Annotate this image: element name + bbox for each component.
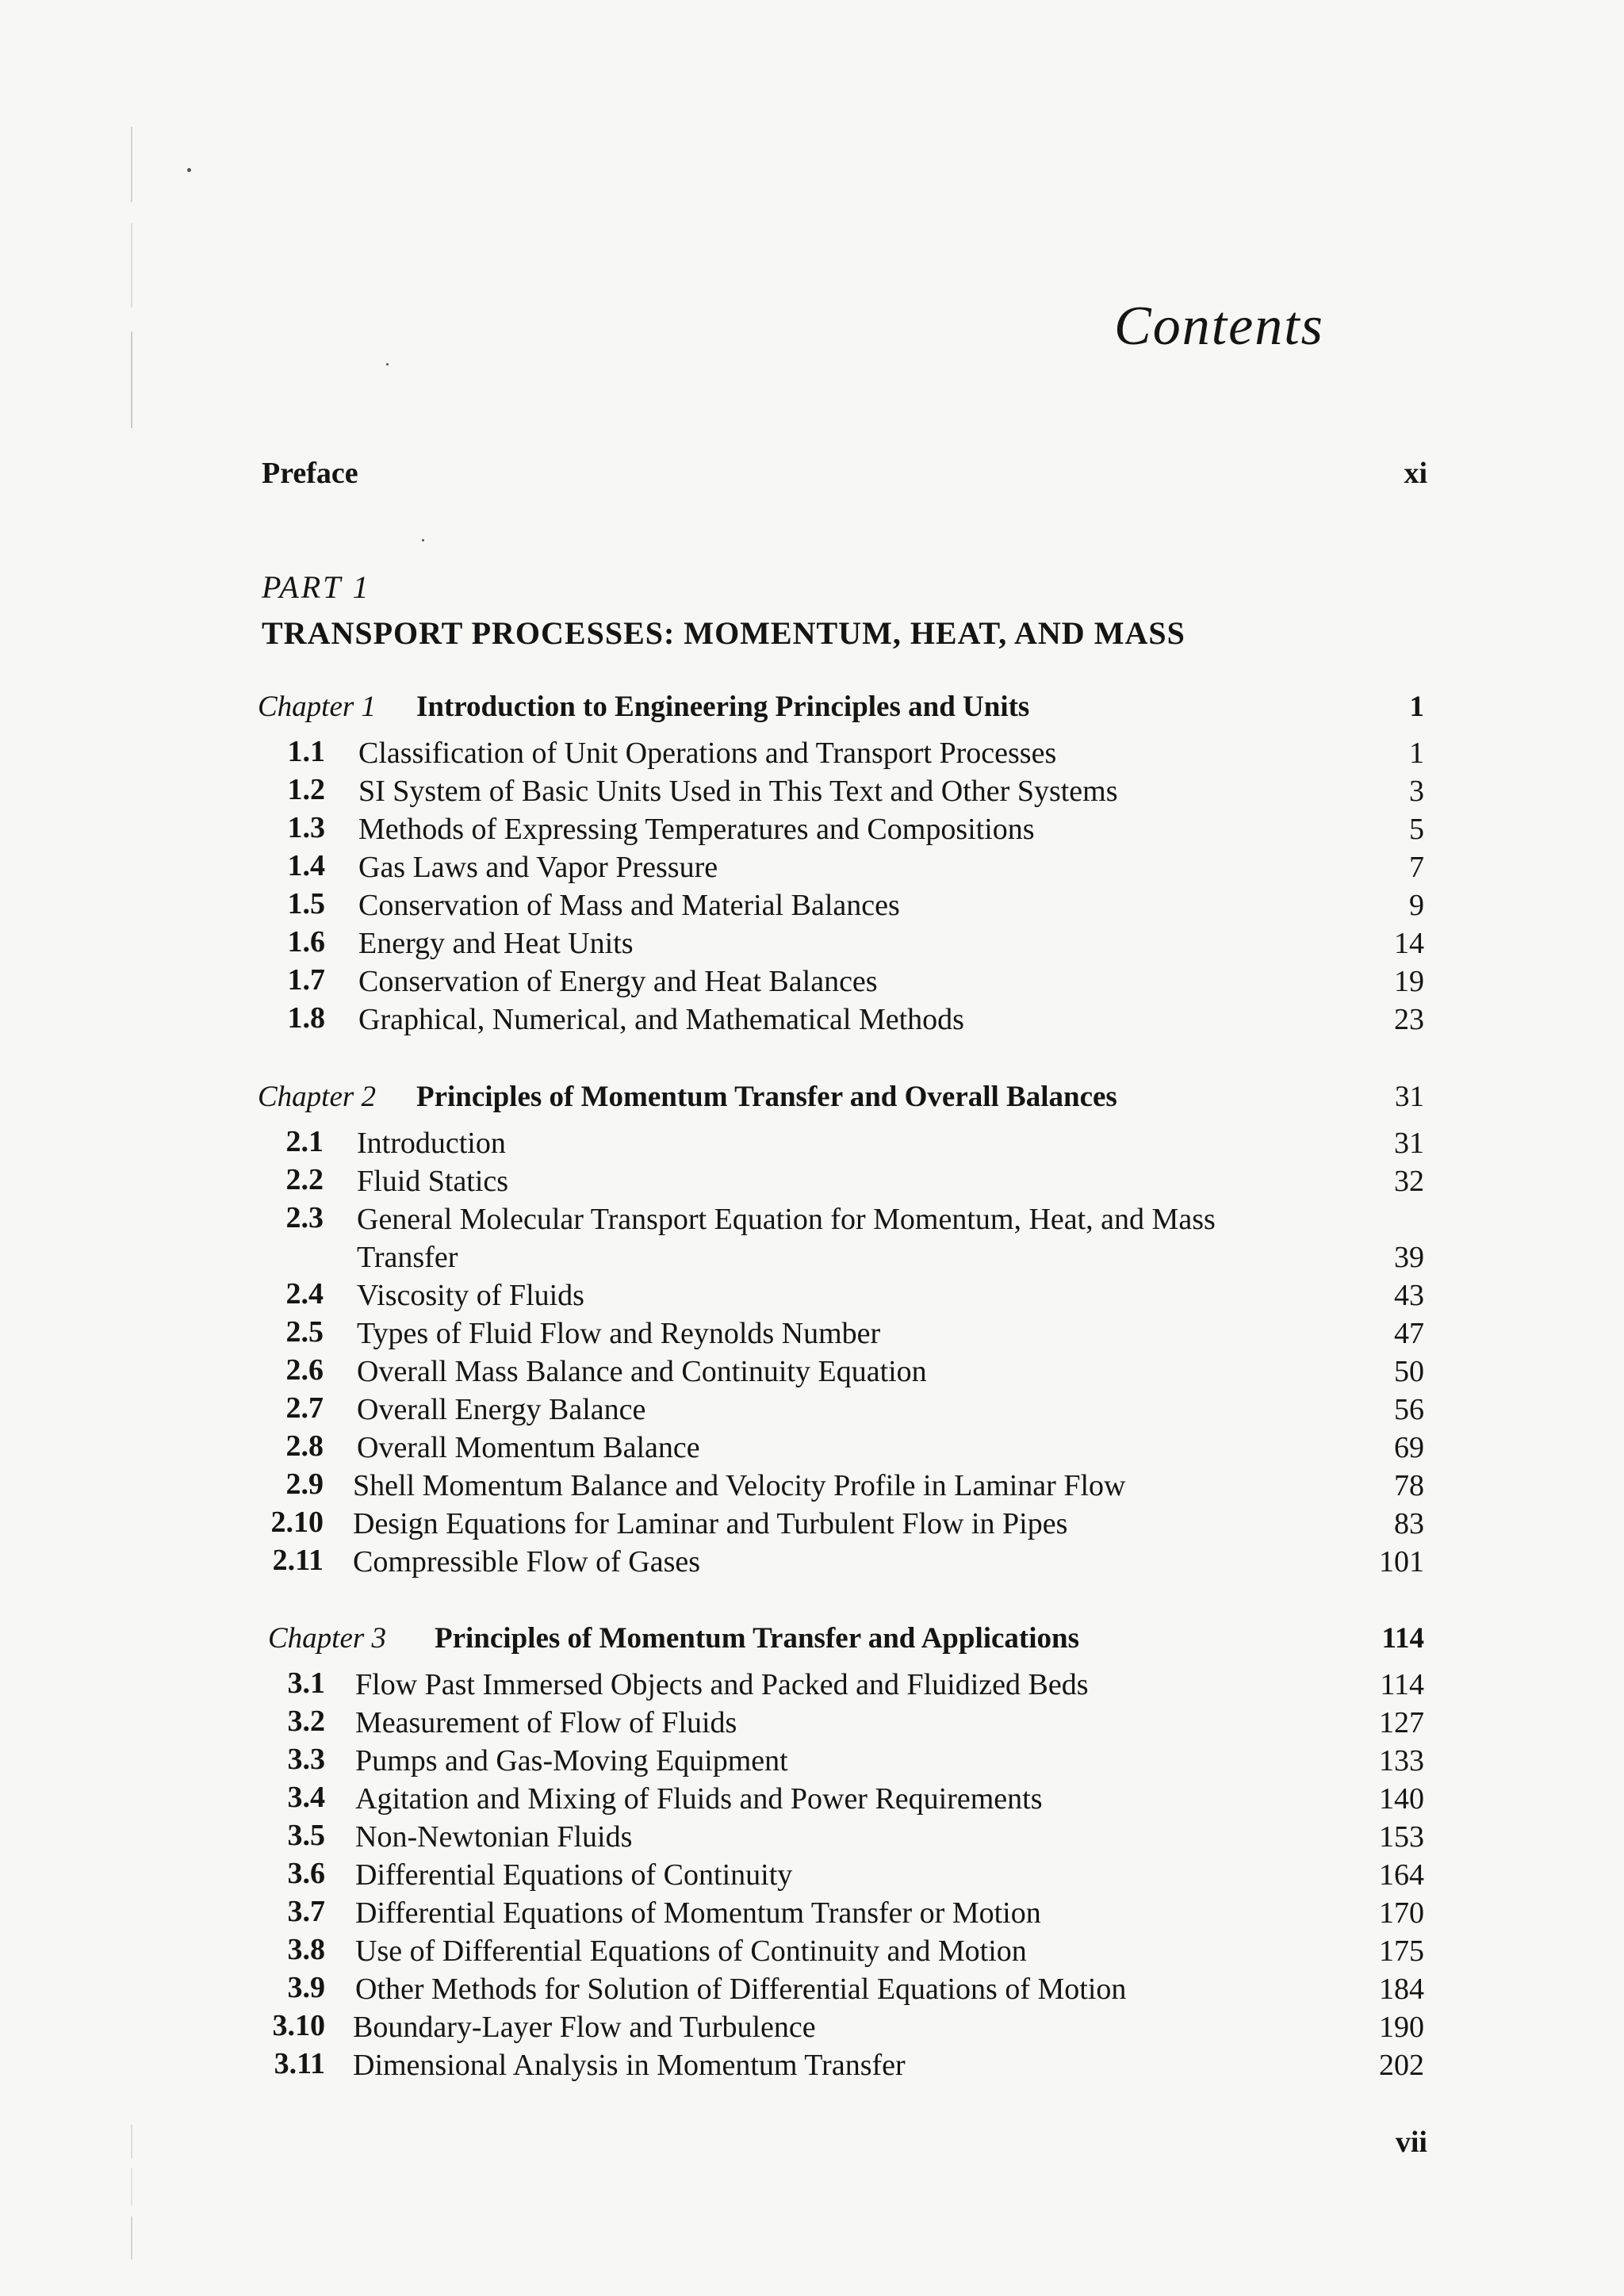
toc-section-entry[interactable] (0, 1894, 1624, 1932)
section-number: 3.8 (287, 1933, 325, 1966)
section-page-number: 43 (1394, 1279, 1424, 1312)
section-number: 2.5 (285, 1315, 324, 1349)
section-title: Methods of Expressing Temperatures and Compositions (358, 813, 1035, 846)
section-title: Gas Laws and Vapor Pressure (358, 851, 718, 884)
section-number: 3.9 (287, 1971, 325, 2004)
section-number: 2.7 (285, 1391, 324, 1425)
section-title: Flow Past Immersed Objects and Packed and Fluidized Beds (355, 1668, 1089, 1701)
section-title: Other Methods for Solution of Differential Equations of Motion (355, 1973, 1127, 2006)
section-page-number: 14 (1394, 927, 1424, 960)
toc-section-entry[interactable] (0, 1970, 1624, 2008)
scan-speck (187, 168, 191, 172)
section-number: 3.1 (287, 1667, 325, 1700)
chapter-heading[interactable] (0, 690, 1624, 728)
section-page-number: 9 (1409, 889, 1424, 922)
section-page-number: 19 (1394, 965, 1424, 998)
toc-section-entry[interactable] (0, 1742, 1624, 1780)
section-title: Types of Fluid Flow and Reynolds Number (357, 1317, 881, 1350)
toc-section-entry[interactable] (0, 1001, 1624, 1039)
section-title: Design Equations for Laminar and Turbulent Flow in Pipes (353, 1507, 1068, 1540)
section-number: 3.3 (287, 1743, 325, 1776)
toc-section-entry[interactable] (0, 1543, 1624, 1581)
section-title: Conservation of Energy and Heat Balances (358, 965, 878, 998)
section-page-number: 31 (1394, 1127, 1424, 1160)
toc-section-entry[interactable] (0, 1429, 1624, 1467)
section-title: Dimensional Analysis in Momentum Transfer (353, 2049, 906, 2082)
section-number: 2.6 (285, 1353, 324, 1387)
section-page-number: 190 (1379, 2011, 1424, 2044)
toc-section-entry[interactable] (0, 1467, 1624, 1505)
chapter-title: Introduction to Engineering Principles and Units (416, 691, 1030, 723)
section-number: 3.6 (287, 1857, 325, 1890)
section-number: 3.5 (287, 1819, 325, 1852)
chapter-page-number: 114 (1381, 1622, 1424, 1655)
section-title: Overall Momentum Balance (357, 1431, 700, 1464)
section-number: 1.2 (287, 773, 325, 806)
toc-section-entry[interactable] (0, 848, 1624, 886)
toc-preface-entry[interactable] (262, 456, 1427, 491)
section-title: SI System of Basic Units Used in This Text and Other Systems (358, 775, 1118, 808)
chapter-heading[interactable] (0, 1080, 1624, 1118)
section-number: 3.11 (274, 2047, 325, 2080)
section-page-number: 184 (1379, 1973, 1424, 2006)
section-title: General Molecular Transport Equation for Momentum, Heat, and Mass Transfer (357, 1203, 1216, 1274)
chapter-heading[interactable] (0, 1621, 1624, 1659)
toc-section-entry[interactable] (0, 810, 1624, 848)
section-number: 1.5 (287, 887, 325, 920)
section-page-number: 3 (1409, 775, 1424, 808)
toc-section-entry[interactable] (0, 1666, 1624, 1704)
section-number: 3.7 (287, 1895, 325, 1928)
section-number: 1.4 (287, 849, 325, 882)
section-title: Energy and Heat Units (358, 927, 634, 960)
scan-margin-mark (131, 2125, 132, 2260)
section-page-number: 175 (1379, 1934, 1424, 1968)
scan-speck (422, 539, 424, 541)
section-title: Graphical, Numerical, and Mathematical Methods (358, 1003, 964, 1036)
section-number: 2.11 (272, 1544, 324, 1577)
toc-section-entry[interactable] (0, 1856, 1624, 1894)
section-number: 1.8 (287, 1001, 325, 1035)
toc-section-entry[interactable] (0, 2046, 1624, 2084)
page-title: Contents (1114, 296, 1324, 357)
section-page-number: 133 (1379, 1744, 1424, 1777)
chapter-label: Chapter 3 (268, 1622, 387, 1655)
section-page-number: 47 (1394, 1317, 1424, 1350)
section-number: 2.9 (285, 1468, 324, 1501)
section-title: Agitation and Mixing of Fluids and Power Requirements (355, 1782, 1043, 1816)
section-page-number: 5 (1409, 813, 1424, 846)
section-title: Overall Energy Balance (357, 1393, 646, 1426)
section-title: Classification of Unit Operations and Transport Processes (358, 737, 1057, 770)
section-title: Viscosity of Fluids (357, 1279, 584, 1312)
chapter-block (0, 690, 1624, 1039)
section-title: Introduction (357, 1127, 506, 1160)
chapter-page-number: 1 (1409, 691, 1424, 723)
toc-section-entry[interactable] (0, 1124, 1624, 1162)
section-page-number: 39 (1394, 1241, 1424, 1274)
toc-section-entry[interactable] (0, 1391, 1624, 1429)
preface-page-number: xi (1404, 457, 1427, 490)
section-title: Overall Mass Balance and Continuity Equation (357, 1355, 927, 1388)
section-page-number: 202 (1379, 2049, 1424, 2082)
toc-section-entry[interactable] (0, 2008, 1624, 2046)
section-page-number: 78 (1394, 1469, 1424, 1502)
section-number: 1.7 (287, 963, 325, 997)
toc-section-entry[interactable] (0, 1704, 1624, 1742)
section-title: Conservation of Mass and Material Balances (358, 889, 900, 922)
section-number: 2.3 (285, 1201, 324, 1234)
section-title: Use of Differential Equations of Continuity and Motion (355, 1934, 1027, 1968)
toc-section-entry[interactable] (0, 1780, 1624, 1818)
section-page-number: 56 (1394, 1393, 1424, 1426)
chapter-title: Principles of Momentum Transfer and Applications (435, 1622, 1080, 1655)
section-page-number: 7 (1409, 851, 1424, 884)
section-page-number: 140 (1379, 1782, 1424, 1816)
section-page-number: 23 (1394, 1003, 1424, 1036)
section-title: Compressible Flow of Gases (353, 1545, 701, 1578)
section-number: 2.4 (285, 1277, 324, 1311)
section-page-number: 114 (1380, 1668, 1424, 1701)
toc-section-entry[interactable] (0, 1162, 1624, 1200)
section-number: 1.6 (287, 925, 325, 959)
section-title: Non-Newtonian Fluids (355, 1820, 633, 1854)
section-title: Measurement of Flow of Fluids (355, 1706, 737, 1739)
toc-section-entry[interactable] (0, 1276, 1624, 1314)
page-folio: vii (1395, 2126, 1427, 2159)
section-page-number: 164 (1379, 1858, 1424, 1892)
section-page-number: 101 (1379, 1545, 1424, 1578)
toc-section-entry[interactable] (0, 1353, 1624, 1391)
section-number: 2.8 (285, 1429, 324, 1463)
section-page-number: 153 (1379, 1820, 1424, 1854)
toc-section-entry[interactable] (0, 962, 1624, 1001)
section-title: Differential Equations of Momentum Transfer or Motion (355, 1896, 1041, 1930)
toc-section-entry[interactable] (0, 1818, 1624, 1856)
section-number: 2.10 (270, 1506, 324, 1539)
section-number: 1.1 (287, 735, 325, 768)
toc-section-entry[interactable] (0, 734, 1624, 772)
toc-section-entry[interactable] (0, 1200, 1624, 1276)
toc-section-entry[interactable] (0, 772, 1624, 810)
section-number: 3.2 (287, 1705, 325, 1738)
section-page-number: 1 (1409, 737, 1424, 770)
chapter-title: Principles of Momentum Transfer and Overall Balances (416, 1081, 1117, 1113)
section-number: 3.10 (272, 2009, 325, 2042)
chapter-label: Chapter 1 (258, 691, 377, 723)
section-page-number: 127 (1379, 1706, 1424, 1739)
chapter-block (0, 1621, 1624, 2084)
chapter-label: Chapter 2 (258, 1081, 377, 1113)
section-page-number: 69 (1394, 1431, 1424, 1464)
section-title: Boundary-Layer Flow and Turbulence (353, 2011, 816, 2044)
toc-section-entry[interactable] (0, 1932, 1624, 1970)
chapter-page-number: 31 (1395, 1081, 1424, 1113)
section-title: Fluid Statics (357, 1165, 509, 1198)
toc-section-entry[interactable] (0, 1505, 1624, 1543)
section-page-number: 83 (1394, 1507, 1424, 1540)
section-page-number: 170 (1379, 1896, 1424, 1930)
section-number: 1.3 (287, 811, 325, 844)
part-label: PART 1 (262, 569, 371, 605)
toc-section-entry[interactable] (0, 1314, 1624, 1353)
section-title: Pumps and Gas-Moving Equipment (355, 1744, 788, 1777)
part-title: TRANSPORT PROCESSES: MOMENTUM, HEAT, AND MASS (262, 615, 1185, 651)
section-page-number: 32 (1394, 1165, 1424, 1198)
section-number: 2.2 (285, 1163, 324, 1196)
section-page-number: 50 (1394, 1355, 1424, 1388)
section-title: Differential Equations of Continuity (355, 1858, 793, 1892)
section-number: 2.1 (285, 1125, 324, 1158)
scan-margin-mark (131, 127, 132, 428)
chapter-block (0, 1080, 1624, 1581)
scan-speck (386, 363, 389, 365)
toc-section-entry[interactable] (0, 886, 1624, 924)
section-number: 3.4 (287, 1781, 325, 1814)
preface-label: Preface (262, 457, 358, 490)
toc-section-entry[interactable] (0, 924, 1624, 962)
section-title: Shell Momentum Balance and Velocity Profile in Laminar Flow (353, 1469, 1126, 1502)
